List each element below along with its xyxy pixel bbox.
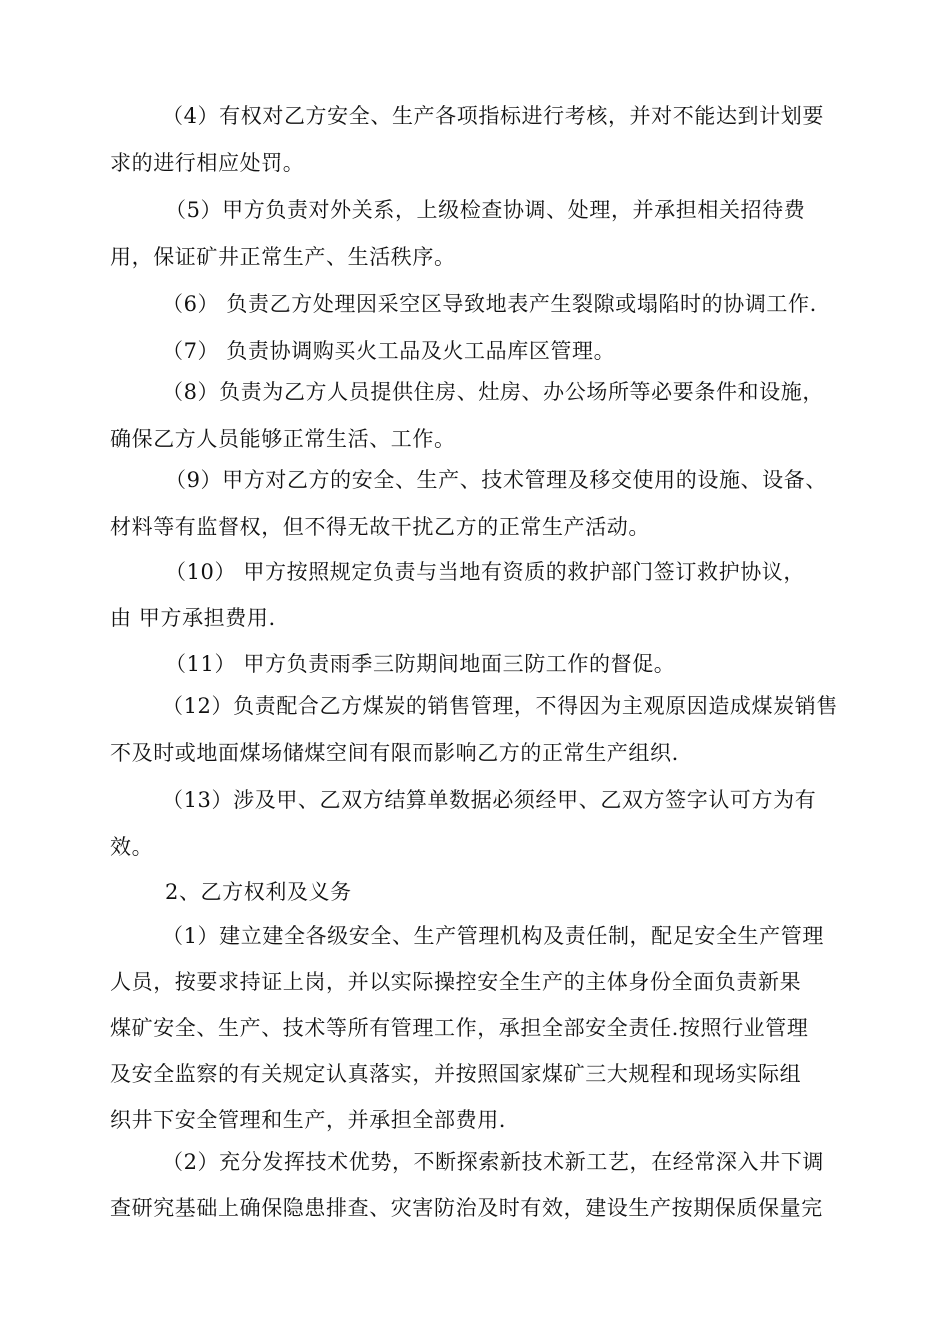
text-line: 确保乙方人员能够正常生活、工作。 [110, 427, 456, 451]
text-line: 用，保证矿井正常生产、生活秩序。 [110, 245, 456, 269]
text-line: 材料等有监督权，但不得无故干扰乙方的正常生产活动。 [110, 515, 650, 539]
text-line: （4）有权对乙方安全、生产各项指标进行考核，并对不能达到计划要 [162, 104, 824, 128]
text-line: （7） 负责协调购买火工品及火工品库区管理。 [162, 339, 616, 363]
text-line: 煤矿安全、生产、技术等所有管理工作，承担全部安全责任.按照行业管理 [110, 1016, 809, 1040]
text-line: （2）充分发挥技术优势，不断探索新技术新工艺，在经常深入井下调 [162, 1150, 824, 1174]
text-line: 求的进行相应处罚。 [110, 151, 305, 175]
text-line: 不及时或地面煤场储煤空间有限而影响乙方的正常生产组织. [110, 741, 679, 765]
text-line: 查研究基础上确保隐患排查、灾害防治及时有效，建设生产按期保质保量完 [110, 1196, 823, 1220]
text-line: 由 甲方承担费用. [110, 606, 276, 630]
text-line: （8）负责为乙方人员提供住房、灶房、办公场所等必要条件和设施， [162, 380, 824, 404]
text-line: （13）涉及甲、乙双方结算单数据必须经甲、乙双方签字认可方为有 [162, 788, 817, 812]
section-heading: 2、乙方权利及义务 [165, 880, 352, 904]
text-line: 织井下安全管理和生产，并承担全部费用. [110, 1108, 507, 1132]
text-line: （9）甲方对乙方的安全、生产、技术管理及移交使用的设施、设备、 [165, 468, 827, 492]
text-line: （6） 负责乙方处理因采空区导致地表产生裂隙或塌陷时的协调工作. [162, 292, 817, 316]
text-line: 效。 [110, 835, 154, 859]
text-line: （1）建立建全各级安全、生产管理机构及责任制，配足安全生产管理 [162, 924, 824, 948]
text-line: 人员，按要求持证上岗，并以实际操控安全生产的主体身份全面负责新果 [110, 970, 802, 994]
text-line: （11） 甲方负责雨季三防期间地面三防工作的督促。 [165, 652, 676, 676]
text-line: （5）甲方负责对外关系，上级检查协调、处理，并承担相关招待费 [165, 198, 806, 222]
text-line: （10） 甲方按照规定负责与当地有资质的救护部门签订救护协议， [165, 560, 805, 584]
text-line: （12）负责配合乙方煤炭的销售管理，不得因为主观原因造成煤炭销售 [162, 694, 838, 718]
text-line: 及安全监察的有关规定认真落实，并按照国家煤矿三大规程和现场实际组 [110, 1062, 802, 1086]
